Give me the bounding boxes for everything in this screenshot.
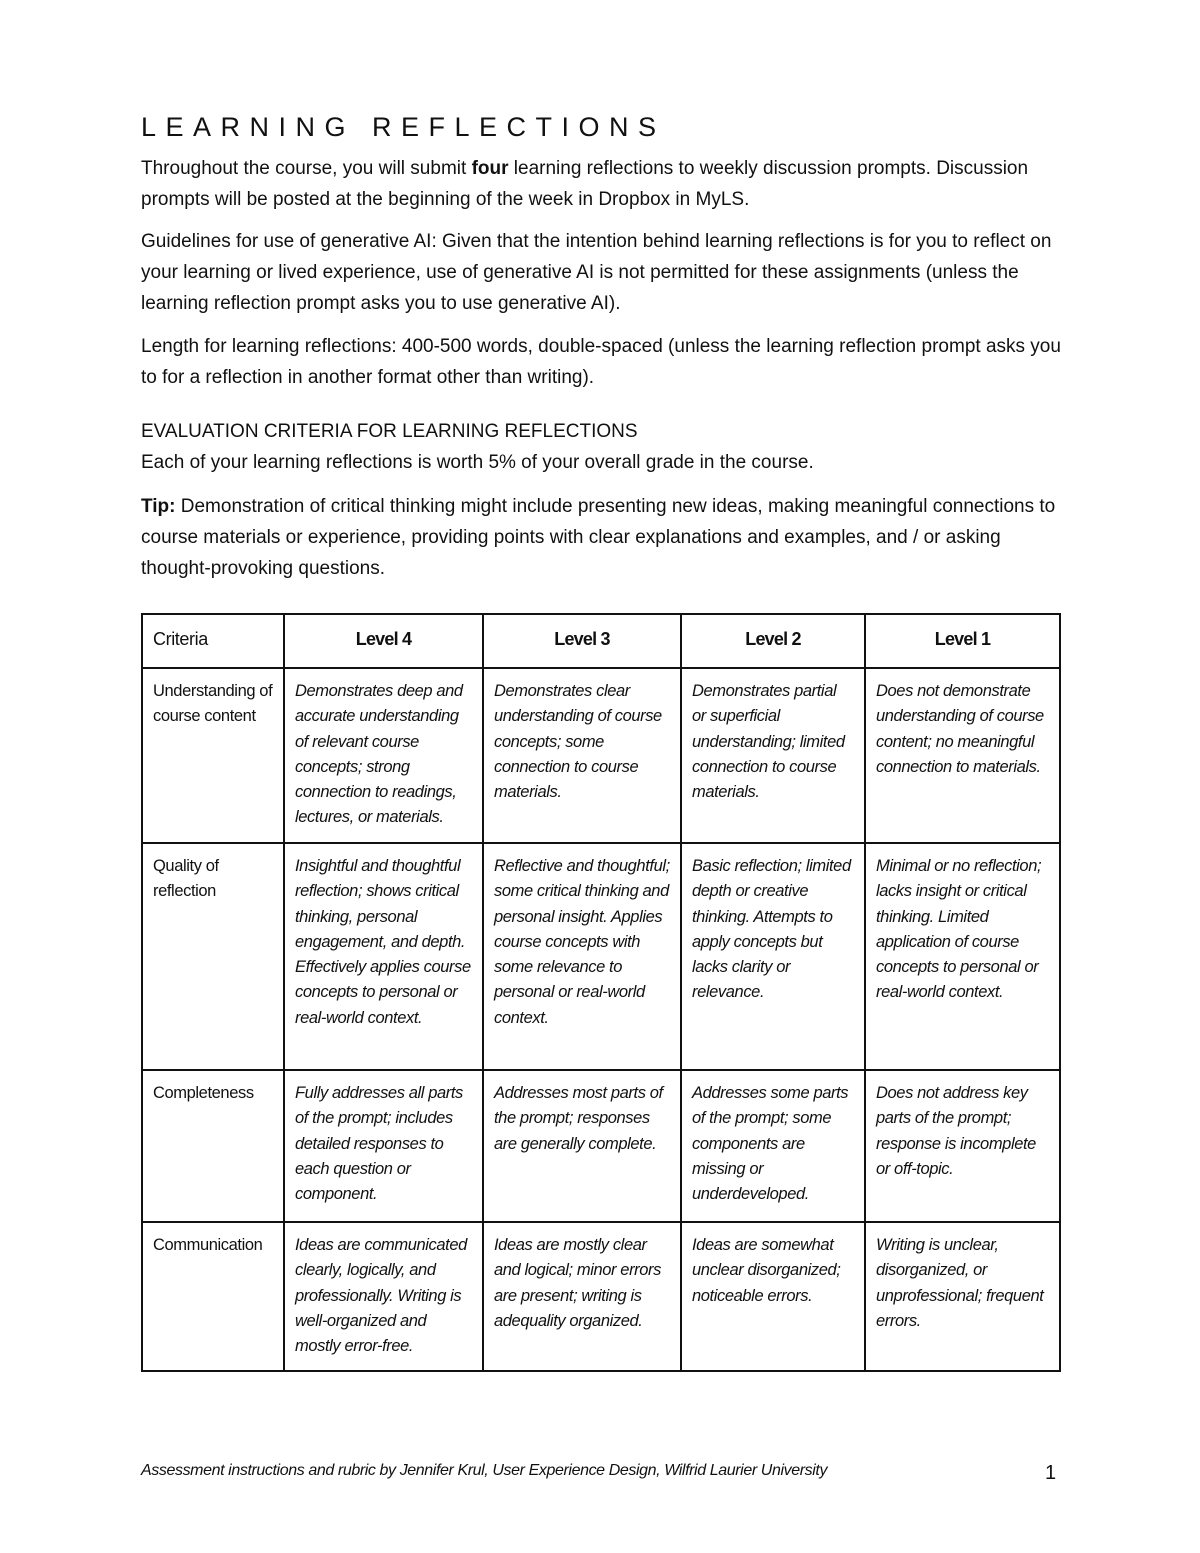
tip-text: Demonstration of critical thinking might include presenting new ideas, making meaningful connections to course materials or experience, providing points with clear explanations and examples, and / or asking thought-provoking questions.: [141, 496, 1056, 579]
criteria-cell: Communication: [142, 1222, 284, 1371]
level-1-cell: Writing is unclear, disorganized, or unprofessional; frequent errors.: [865, 1222, 1060, 1371]
level-1-cell: Does not address key parts of the prompt; response is incomplete or off-topic.: [865, 1070, 1060, 1222]
level-1-cell: Does not demonstrate understanding of course content; no meaningful connection to materials.: [865, 668, 1060, 843]
table-row: [142, 1222, 1060, 1371]
level-4-cell: Fully addresses all parts of the prompt; includes detailed responses to each question or component.: [284, 1070, 483, 1222]
header-level-4: Level 4: [284, 614, 483, 668]
rubric-table: [141, 613, 1061, 1372]
page-title: LEARNING REFLECTIONS: [141, 112, 666, 142]
intro-text-2: learning reflections to weekly discussion prompts. Discussion prompts will be posted at the beginning of the week in Dropbox in MyLS.: [141, 158, 1029, 210]
footer-credit: Assessment instructions and rubric by Jennifer Krul, User Experience Design, Wilfrid Laurier University: [141, 1462, 828, 1479]
page-number: 1: [1045, 1462, 1057, 1484]
level-3-cell: Ideas are mostly clear and logical; minor errors are present; writing is adequality organized.: [483, 1222, 681, 1371]
length-paragraph: Length for learning reflections: 400-500 words, double-spaced (unless the learning reflection prompt asks you to for a reflection in another format other than writing).: [141, 336, 1061, 388]
level-4-cell: Demonstrates deep and accurate understanding of relevant course concepts; strong connection to readings, lectures, or materials.: [284, 668, 483, 843]
header-level-1: Level 1: [865, 614, 1060, 668]
criteria-cell: Quality of reflection: [142, 843, 284, 1070]
level-3-cell: Reflective and thoughtful; some critical thinking and personal insight. Applies course concepts with some relevance to personal or real-world context.: [483, 843, 681, 1070]
ai-guidelines-paragraph: Guidelines for use of generative AI: Given that the intention behind learning reflections is for you to reflect on your learning or lived experience, use of generative AI is not permitted for these assignments (unless the learning reflection prompt asks you to use generative AI).: [141, 231, 1052, 314]
level-2-cell: Basic reflection; limited depth or creative thinking. Attempts to apply concepts but lacks clarity or relevance.: [681, 843, 865, 1070]
intro-paragraph: [141, 153, 1061, 215]
table-row: [142, 843, 1060, 1070]
level-2-cell: Ideas are somewhat unclear disorganized; noticeable errors.: [681, 1222, 865, 1371]
table-row: [142, 668, 1060, 843]
criteria-cell: Completeness: [142, 1070, 284, 1222]
level-4-cell: Ideas are communicated clearly, logically, and professionally. Writing is well-organized and mostly error-free.: [284, 1222, 483, 1371]
tip-label: Tip:: [141, 496, 176, 517]
criteria-cell: Understanding of course content: [142, 668, 284, 843]
intro-text: Throughout the course, you will submit: [141, 158, 472, 179]
header-level-2: Level 2: [681, 614, 865, 668]
rubric-header-row: [142, 614, 1060, 668]
tip-paragraph: [141, 491, 1061, 584]
evaluation-heading: EVALUATION CRITERIA FOR LEARNING REFLECTIONS: [141, 421, 638, 442]
level-2-cell: Addresses some parts of the prompt; some components are missing or underdeveloped.: [681, 1070, 865, 1222]
evaluation-worth: Each of your learning reflections is worth 5% of your overall grade in the course.: [141, 452, 814, 473]
level-4-cell: Insightful and thoughtful reflection; shows critical thinking, personal engagement, and depth. Effectively applies course concepts to personal or real-world context.: [284, 843, 483, 1070]
intro-bold: four: [471, 158, 509, 179]
header-level-3: Level 3: [483, 614, 681, 668]
level-3-cell: Addresses most parts of the prompt; responses are generally complete.: [483, 1070, 681, 1222]
header-criteria: Criteria: [142, 614, 284, 668]
table-row: [142, 1070, 1060, 1222]
level-2-cell: Demonstrates partial or superficial understanding; limited connection to course materials.: [681, 668, 865, 843]
level-3-cell: Demonstrates clear understanding of course concepts; some connection to course materials.: [483, 668, 681, 843]
level-1-cell: Minimal or no reflection; lacks insight or critical thinking. Limited application of course concepts to personal or real-world context.: [865, 843, 1060, 1070]
